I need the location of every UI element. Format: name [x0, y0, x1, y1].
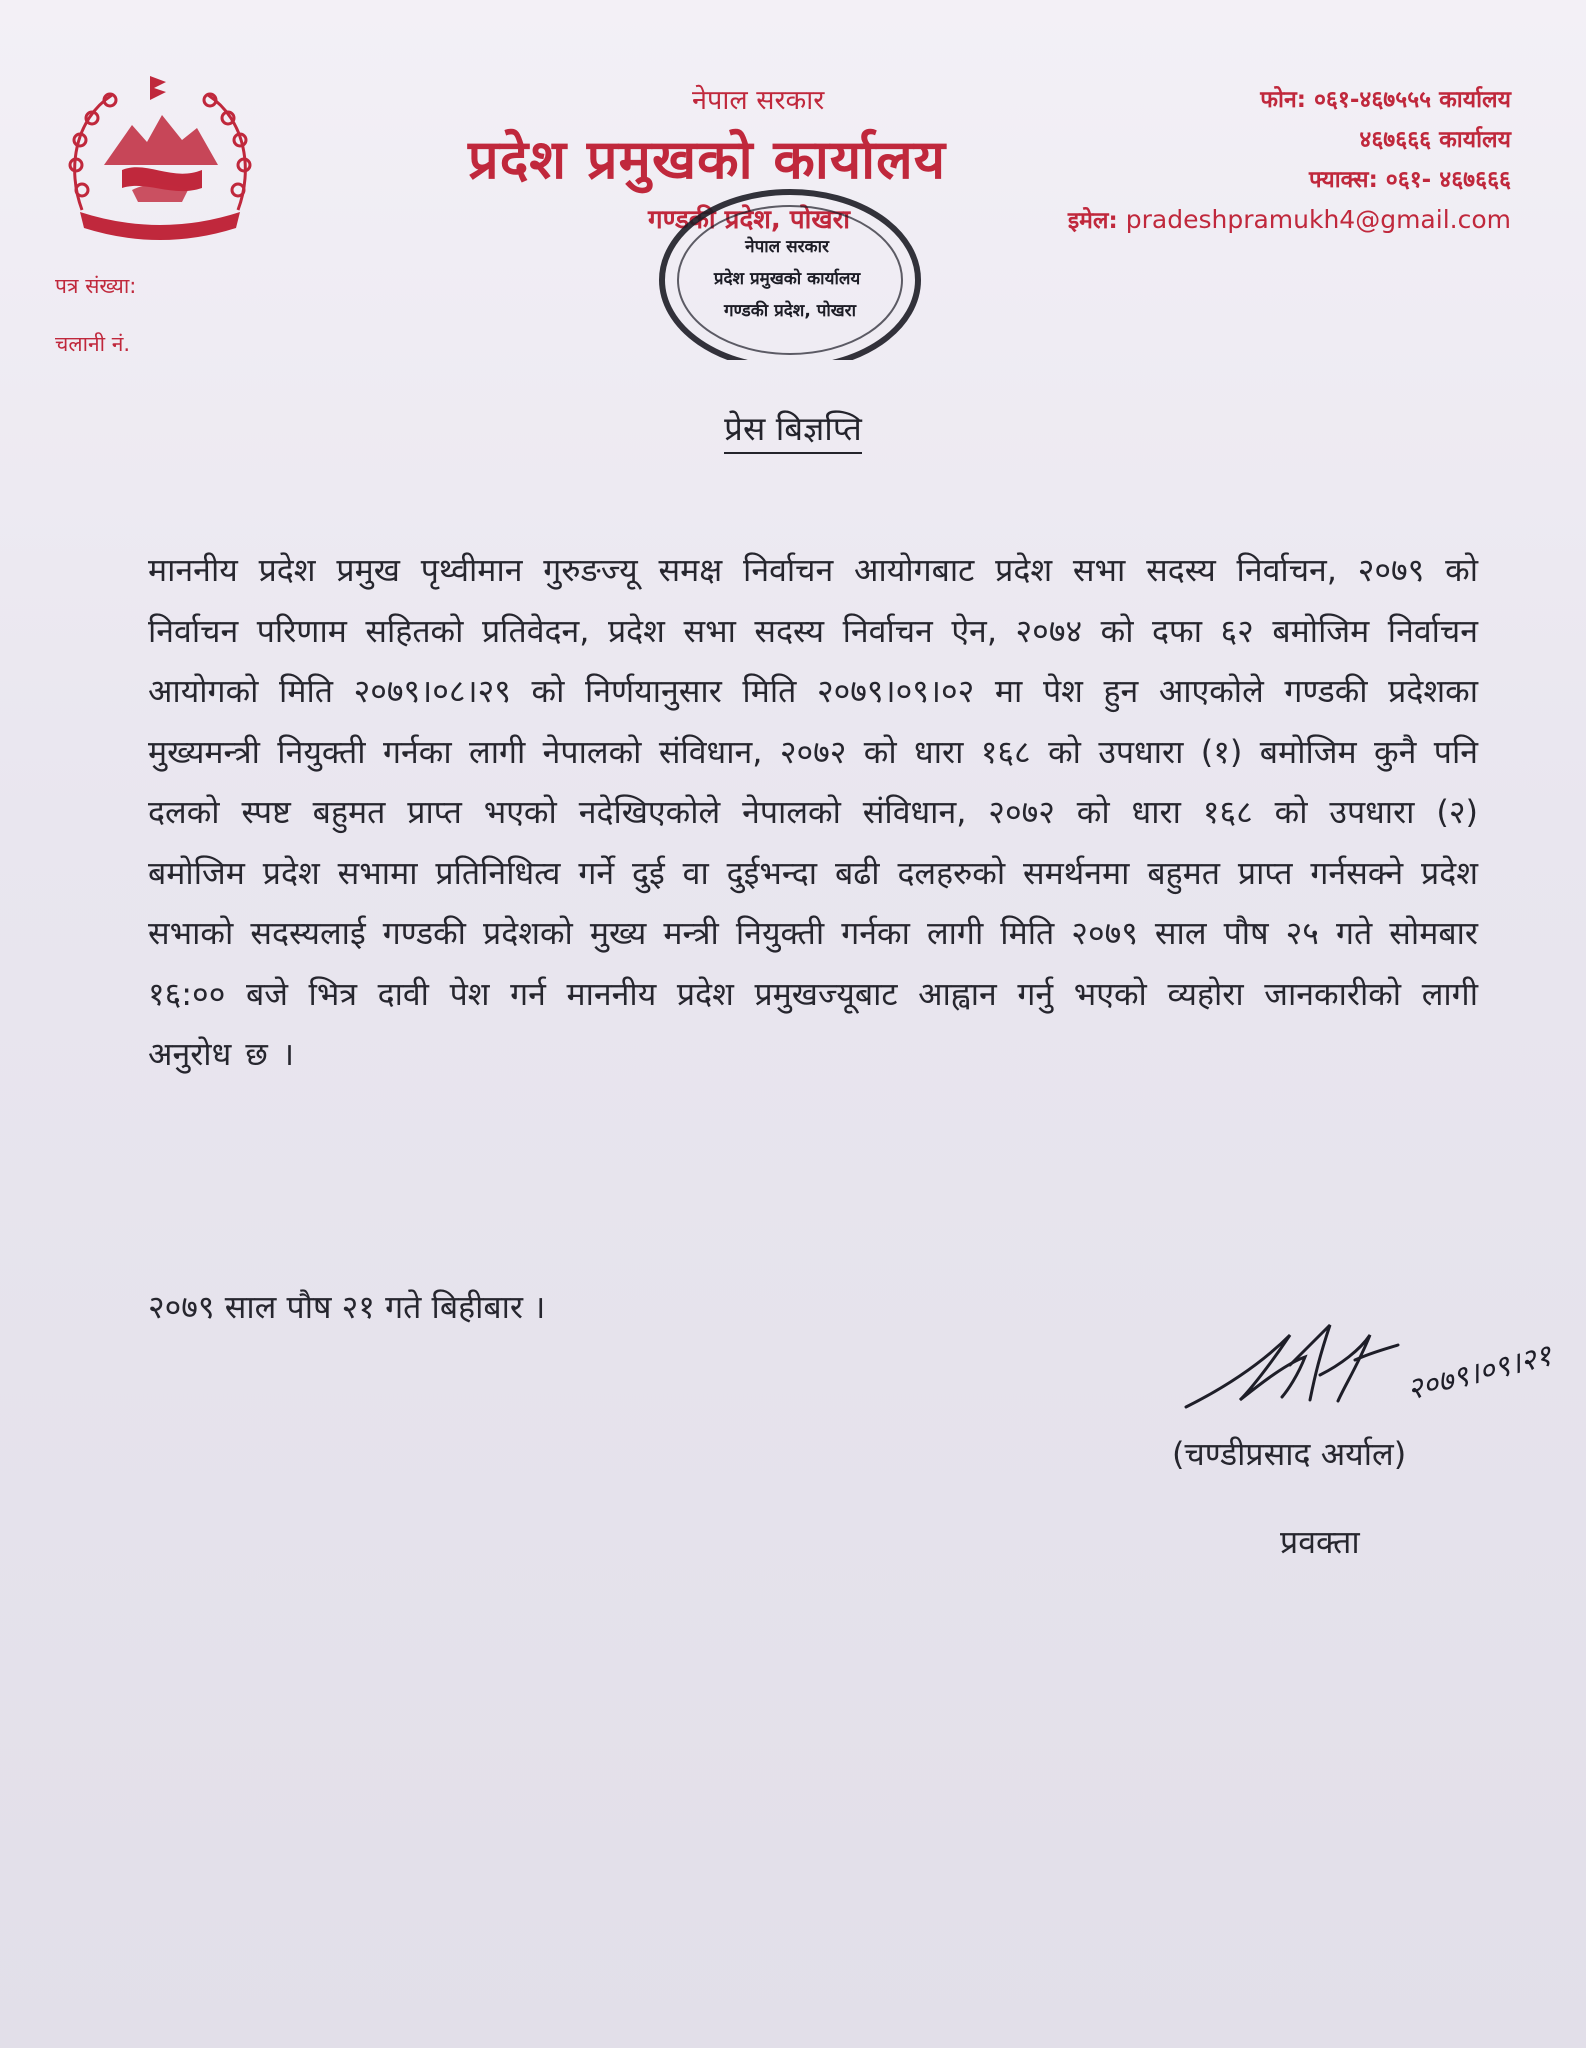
document-heading [0, 405, 1586, 450]
document-body: माननीय प्रदेश प्रमुख पृथ्वीमान गुरुङज्यू समक्ष निर्वाचन आयोगबाट प्रदेश सभा सदस्य निर्वाचन, २०७९ को निर्वाचन परिणाम सहितको प्रतिवेदन, प्रदेश सभा सदस्य निर्वाचन ऐन, २०७४ को दफा ६२ बमोजिम निर्वाचन आयोगको मिति २०७९।०८।२९ को निर्णयानुसार मिति २०७९।०९।०२ मा पेश हुन आएकोले गण्डकी प्रदेशका मुख्यमन्त्री नियुक्ती गर्नका लागी नेपालको संविधान, २०७२ को धारा १६८ को उपधारा (१) बमोजिम कुनै पनि दलको स्पष्ट बहुमत प्राप्त भएको नदेखिएकोले नेपालको संविधान, २०७२ को धारा १६८ को उपधारा (२) बमोजिम प्रदेश सभामा प्रतिनिधित्व गर्ने दुई वा दुईभन्दा बढी दलहरुको समर्थनमा बहुमत प्राप्त गर्नसक्ने प्रदेश सभाको सदस्यलाई गण्डकी प्रदेशको मुख्य मन्त्री नियुक्ती गर्नका लागी मिति २०७९ साल पौष २५ गते सोमबार १६:०० बजे भित्र दावी पेश गर्न माननीय प्रदेश प्रमुखज्यूबाट आह्वान गर्नु भएको व्यहोरा जानकारीको लागी अनुरोध छ । [148, 551, 1478, 1073]
nepal-emblem-icon [62, 70, 258, 240]
office-stamp [640, 160, 940, 360]
contact-block [1068, 80, 1511, 241]
stamp-line-2: प्रदेश प्रमुखको कार्यालय [713, 269, 861, 289]
letter-number-label: पत्र संख्या: [55, 274, 137, 298]
stamp-line-3: गण्डकी प्रदेश, पोखरा [723, 301, 857, 321]
office-location: गण्डकी प्रदेश, पोखरा [648, 205, 850, 235]
government-name: नेपाल सरकार [692, 85, 825, 116]
svg-text:नेपाल सरकार प्रदेश प्रमु [713, 236, 866, 321]
heading-text: प्रेस बिज्ञप्ति [724, 409, 862, 454]
signature-date: २०७९।०९।२१ [1403, 1338, 1556, 1408]
document-date: २०७९ साल पौष २१ गते बिहीबार । [148, 1288, 546, 1326]
phone-line-2: ४६७६६६ कार्यालय [1359, 127, 1511, 153]
signer-name: (चण्डीप्रसाद अर्याल) [1172, 1435, 1407, 1473]
fax-line: फ्याक्स: ०६१- ४६७६६६ [1308, 167, 1511, 193]
handwritten-signature [1170, 1305, 1580, 1425]
signer-title: प्रवक्ता [1280, 1523, 1360, 1561]
email-line [1068, 200, 1511, 241]
phone-line: फोन: ०६१-४६७५५५ कार्यालय [1260, 87, 1511, 113]
office-title: प्रदेश प्रमुखको कार्यालय [468, 128, 947, 191]
dispatch-number-label: चलानी नं. [55, 332, 131, 356]
email-address: pradeshpramukh4@gmail.com [1125, 205, 1511, 234]
stamp-line-1: नेपाल सरकार [745, 237, 829, 257]
email-label: इमेल: [1067, 208, 1118, 234]
